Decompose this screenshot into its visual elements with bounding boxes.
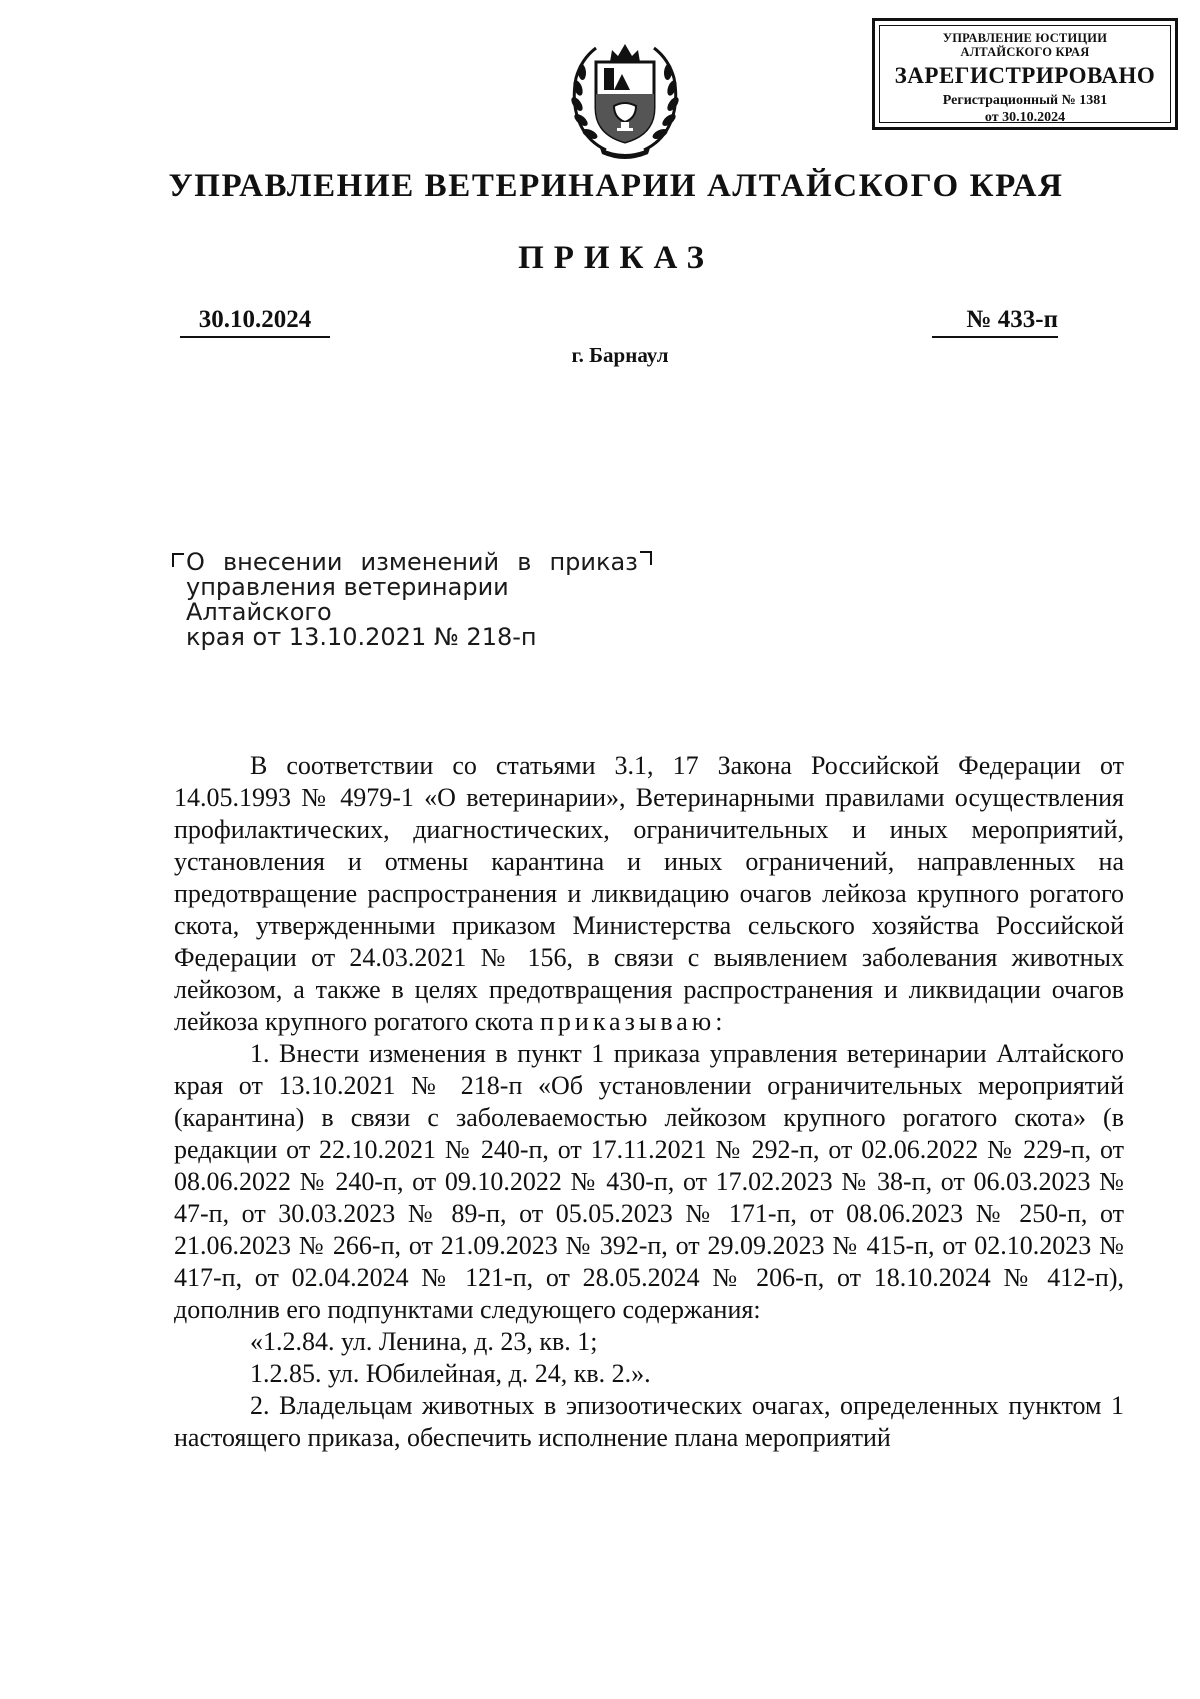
registration-stamp xyxy=(872,18,1178,130)
subject-line-3: края от 13.10.2021 № 218-п xyxy=(186,623,537,651)
stamp-reg-line xyxy=(875,92,1175,109)
document-subject xyxy=(186,550,638,650)
preamble-text: В соответствии со статьями 3.1, 17 Закона Российской Федерации от 14.05.1993 № 4979-1 «О ветеринарии», Ветеринарными правилами осуществления профилактических, диагностических, ограничительных и иных мероприятий, установления и отмены карантина и иных ограничений, направленных на предотвращение распространения и ликвидацию очагов лейкоза крупного рогатого скота, утвержденными приказом Министерства сельского хозяйства Российской Федерации от 24.03.2021 № 156, в связи с выявлением заболевания животных лейкозом, а также в целях предотвращения распространения и ликвидации очагов лейкоза крупного рогатого скота xyxy=(174,751,1124,1036)
document-date: 30.10.2024 xyxy=(180,306,330,338)
subject-bracket-left xyxy=(172,553,184,567)
preamble-paragraph xyxy=(174,750,1124,1038)
document-city: г. Барнаул xyxy=(571,343,669,367)
stamp-org-line2: АЛТАЙСКОГО КРАЯ xyxy=(960,45,1090,59)
document-number: № 433-п xyxy=(932,306,1058,338)
order-word: приказываю: xyxy=(539,1007,727,1036)
stamp-status: ЗАРЕГИСТРИРОВАНО xyxy=(894,63,1156,88)
subitem-1-2-85: 1.2.85. ул. Юбилейная, д. 24, кв. 2.». xyxy=(250,1359,651,1388)
coat-of-arms-emblem xyxy=(566,38,684,160)
subject-word: в xyxy=(517,548,532,576)
stamp-reg-label: Регистрационный № xyxy=(942,93,1076,108)
subitem-1-2-84: «1.2.84. ул. Ленина, д. 23, кв. 1; xyxy=(250,1327,598,1356)
stamp-date-label: от xyxy=(984,110,999,125)
document-type: ПРИКАЗ xyxy=(518,240,714,276)
subject-line-2: управления ветеринарии Алтайского xyxy=(186,573,509,626)
item-1-paragraph: 1. Внести изменения в пункт 1 приказа управления ветеринарии Алтайского края от 13.10.2021 № 218-п «Об установлении ограничительных мероприятий (карантина) в связи с заболеваемостью лейкозом крупного рогатого скота» (в редакции от 22.10.2021 № 240-п, от 17.11.2021 № 292-п, от 02.06.2022 № 229-п, от 08.06.2022 № 240-п, от 09.10.2022 № 430-п, от 17.02.2023 № 38-п, от 06.03.2023 № 47-п, от 30.03.2023 № 89-п, от 05.05.2023 № 171-п, от 08.06.2023 № 250-п, от 21.06.2023 № 266-п, от 21.09.2023 № 392-п, от 29.09.2023 № 415-п, от 02.10.2023 № 417-п, от 02.04.2024 № 121-п, от 28.05.2024 № 206-п, от 18.10.2024 № 412-п), дополнив его подпунктами следующего содержания: xyxy=(174,1039,1124,1324)
subject-bracket-right xyxy=(640,551,652,565)
subject-word: приказ xyxy=(549,548,638,576)
stamp-reg-number: 1381 xyxy=(1079,93,1108,108)
stamp-reg-date: 30.10.2024 xyxy=(1002,110,1066,125)
subject-word: внесении xyxy=(222,548,343,576)
item-2-paragraph: 2. Владельцам животных в эпизоотических очагах, определенных пунктом 1 настоящего приказа, обеспечить исполнение плана мероприятий xyxy=(174,1391,1124,1452)
subject-word: О xyxy=(186,548,205,576)
document-body xyxy=(174,750,1124,1454)
agency-title: УПРАВЛЕНИЕ ВЕТЕРИНАРИИ АЛТАЙСКОГО КРАЯ xyxy=(168,168,1064,204)
subject-word: изменений xyxy=(360,548,500,576)
subject-line-1 xyxy=(186,550,638,575)
stamp-org-line1: УПРАВЛЕНИЕ ЮСТИЦИИ xyxy=(942,31,1108,45)
stamp-date-line xyxy=(875,109,1175,126)
